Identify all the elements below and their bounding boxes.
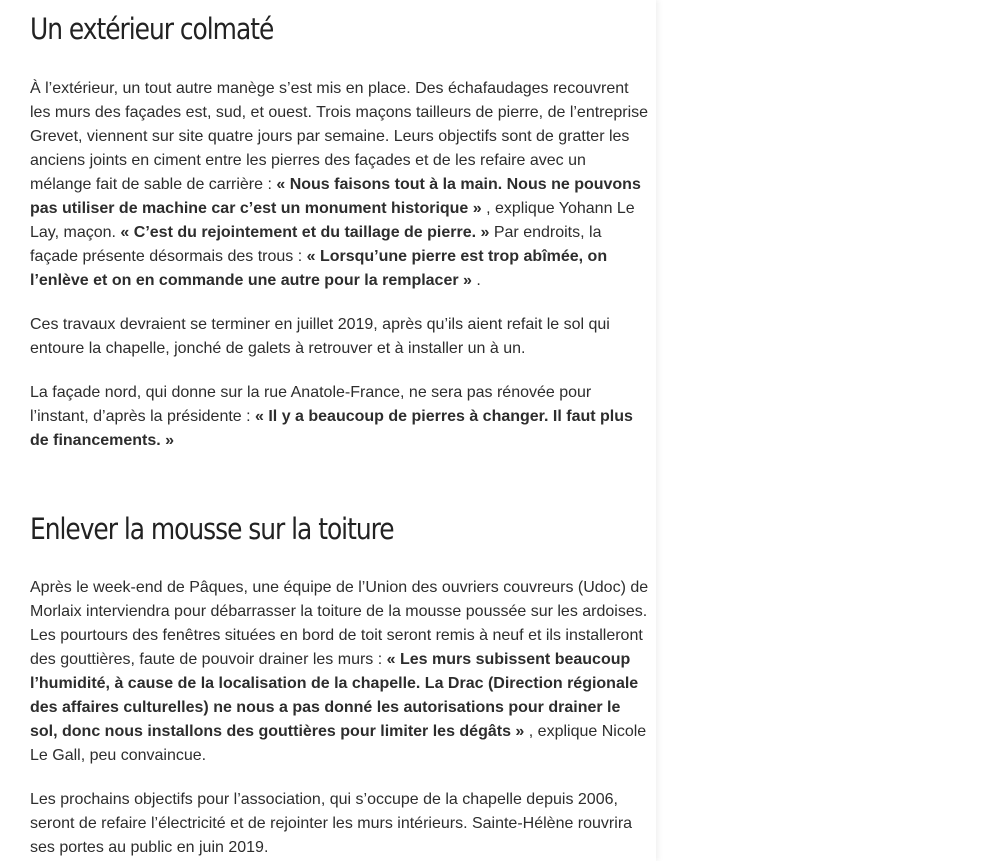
paragraph-text: Par endroits, la façade présente désormais des trous : xyxy=(30,224,602,265)
quote-rejointement: « C’est du rejointement et du taillage de pierre. » xyxy=(120,224,490,241)
quote-presidente: « Il y a beaucoup de pierres à changer. Il faut plus de financements. » xyxy=(30,408,633,449)
paragraph-fin-travaux: Ces travaux devraient se terminer en juillet 2019, après qu’ils aient refait le sol qui entoure la chapelle, jonché de galets à retrouver et à installer un à un. xyxy=(30,316,610,357)
paragraph-facade-nord xyxy=(30,381,650,453)
section-heading-exterieur: Un extérieur colmaté xyxy=(30,12,274,46)
quote-pierre-abimee: « Lorsqu’une pierre est trop abîmée, on l’enlève et on en commande une autre pour la remplacer » xyxy=(30,248,608,289)
paragraph-text: , explique Yohann Le Lay, maçon. xyxy=(30,200,635,241)
paragraph-text: À l’extérieur, un tout autre manège s’est mis en place. Des échafaudages recouvrent les murs des façades est, sud, et ouest. Trois maçons tailleurs de pierre, de l’entreprise Grevet, viennent sur site quatre jours par semaine. Leurs objectifs sont de gratter les anciens joints en ciment entre les pierres des façades et de les refaire avec un mélange fait de sable de carrière : xyxy=(30,80,649,193)
quote-macon: « Nous faisons tout à la main. Nous ne pouvons pas utiliser de machine car c’est un monument historique » xyxy=(30,176,641,217)
section-heading-toiture: Enlever la mousse sur la toiture xyxy=(30,512,394,546)
paragraph-text: , explique Nicole Le Gall, peu convaincue. xyxy=(30,723,647,764)
paragraph-prochains-objectifs: Les prochains objectifs pour l’association, qui s’occupe de la chapelle depuis 2006, seront de refaire l’électricité et de rejointer les murs intérieurs. Sainte-Hélène rouvrira ses portes au public en juin 2019. xyxy=(30,791,633,856)
paragraph-toiture xyxy=(30,576,650,768)
paragraph-text: . xyxy=(471,272,481,289)
paragraph-exterieur-travaux xyxy=(30,77,650,293)
quote-nicole-le-gall: « Les murs subissent beaucoup l’humidité, à cause de la localisation de la chapelle. La Drac (Direction régionale des affaires culturelles) ne nous a pas donné les autorisations pour drainer le sol, donc nous installons des gouttières pour limiter les dégâts » xyxy=(30,651,639,740)
paragraph-text: La façade nord, qui donne sur la rue Anatole-France, ne sera pas rénovée pour l’instant, d’après la présidente : xyxy=(30,384,592,425)
paragraph-text: Après le week-end de Pâques, une équipe de l’Union des ouvriers couvreurs (Udoc) de Morlaix interviendra pour débarrasser la toiture de la mousse poussée sur les ardoises. Les pourtours des fenêtres situées en bord de toit seront remis à neuf et ils installeront des gouttières, faute de pouvoir drainer les murs : xyxy=(30,579,649,668)
